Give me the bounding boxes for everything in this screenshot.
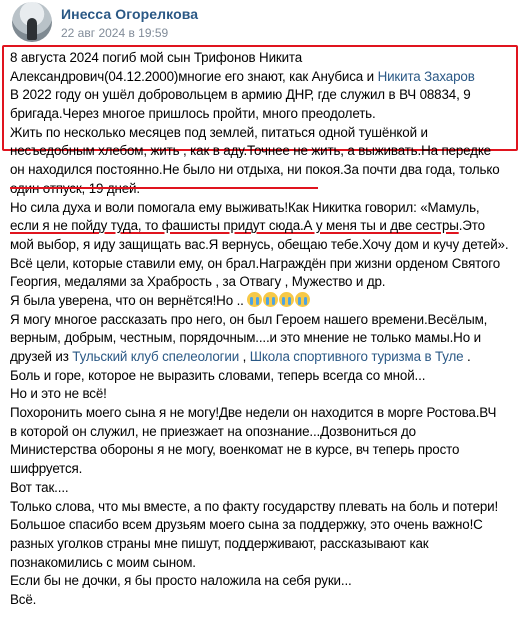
text-line: бригада.Через многое пришлось пройти, много преодолеть. [10,106,376,122]
crying-emoji-icon [247,292,262,307]
text-line: шифруется. [10,461,83,477]
text-line: Георгия, медалями за Храбрость , за Отвагу , Мужество и др. [10,274,386,290]
text-line: Всё. [10,591,37,607]
text-segment: , [239,349,250,364]
text-line: Министерства обороны я не могу, военкомат не в курсе, вч теперь просто [10,442,460,458]
text-segment: Александрович(04.12.2000)многие его знают, как Анубиса и [10,68,378,84]
text-line: Но сила духа и воли помогала ему выживать!Как Никитка говорил: «Мамуль, [10,199,480,215]
text-line: Я могу многое рассказать про него, он был Героем нашего времени.Весёлым, [10,311,488,327]
text-line: разных уголков страны мне пишут, поддерживают, рассказывают как [10,535,429,551]
post-date[interactable]: 22 авг 2024 в 19:59 [61,26,169,40]
post-header [0,0,524,44]
text-line: Большое спасибо всем друзьям моего сына за поддержку, это очень важно!С [10,517,483,533]
crying-emoji-icon [263,292,278,307]
text-line: мой выбор, я иду защищать вас.Я вернусь, обещаю тебе.Хочу дом и кучу детей». [10,236,509,252]
text-line: в которой он служил, не приезжает на опознание...Дозвониться до [10,423,416,439]
text-line: В 2022 году он ушёл добровольцем в армию ДНР, где служил в ВЧ 08834, 9 [10,87,471,103]
red-underline-mark [10,187,318,189]
post-text [10,49,518,610]
avatar-figure [27,18,37,40]
text-line [10,348,518,367]
text-line: Но и это не всё! [10,386,107,402]
text-segment: .Это [458,218,485,234]
text-segment: друзей из [10,349,73,364]
crying-emoji-icon [295,292,310,307]
text-line: Всё цели, которые ставили ему, он брал.Награждён при жизни орденом Святого [10,255,501,271]
text-line: несъедобным хлебом, жить , как в аду.Точнее не жить, а выживать.На передке [10,143,491,159]
mention-link-nikita[interactable]: Никита Захаров [377,68,475,84]
mention-link-speleo-club[interactable]: Тульский клуб спелеологии [72,349,240,364]
text-line: Похоронить моего сына я не могу!Две недели он находится в морге Ростова.ВЧ [10,405,497,421]
text-line: Только слова, что мы вместе, а по факту государству плевать на боль и потери! [10,498,499,514]
text-segment: . [463,349,471,364]
text-line: 8 августа 2024 погиб мой сын Трифонов Никита [10,50,303,65]
text-line [10,217,518,236]
avatar[interactable] [12,2,52,42]
text-line: Боль и горе, которое не выразить словами, теперь всегда со мной... [10,367,426,383]
text-line: он находился постоянно.Не было ни отдыха, ни покоя.За почти два года, только [10,162,500,178]
text-line: Вот так.... [10,479,69,495]
author-name[interactable]: Инесса Огорелкова [61,6,199,22]
text-segment: Я была уверена, что он вернётся!Но .. [10,292,244,308]
text-line: Жить по несколько месяцев под землей, питаться одной тушёнкой и [10,124,428,140]
mention-link-tourism-school[interactable]: Школа спортивного туризма в Туле [249,349,464,364]
text-line [10,180,518,199]
crying-emoji-icon [279,292,294,307]
text-line: познакомились с моим сыном. [10,554,196,570]
text-line [10,68,518,87]
underlined-quote: если я не пойду туда, то фашисты придут сюда.А у меня ты и две сестры [10,218,459,234]
text-line: Если бы не дочки, я бы просто наложила на себя руки... [10,573,352,589]
text-line [10,292,518,311]
text-line: верным, добрым, честным, порядочным....и это мнение не только мамы.Но и [10,330,481,346]
